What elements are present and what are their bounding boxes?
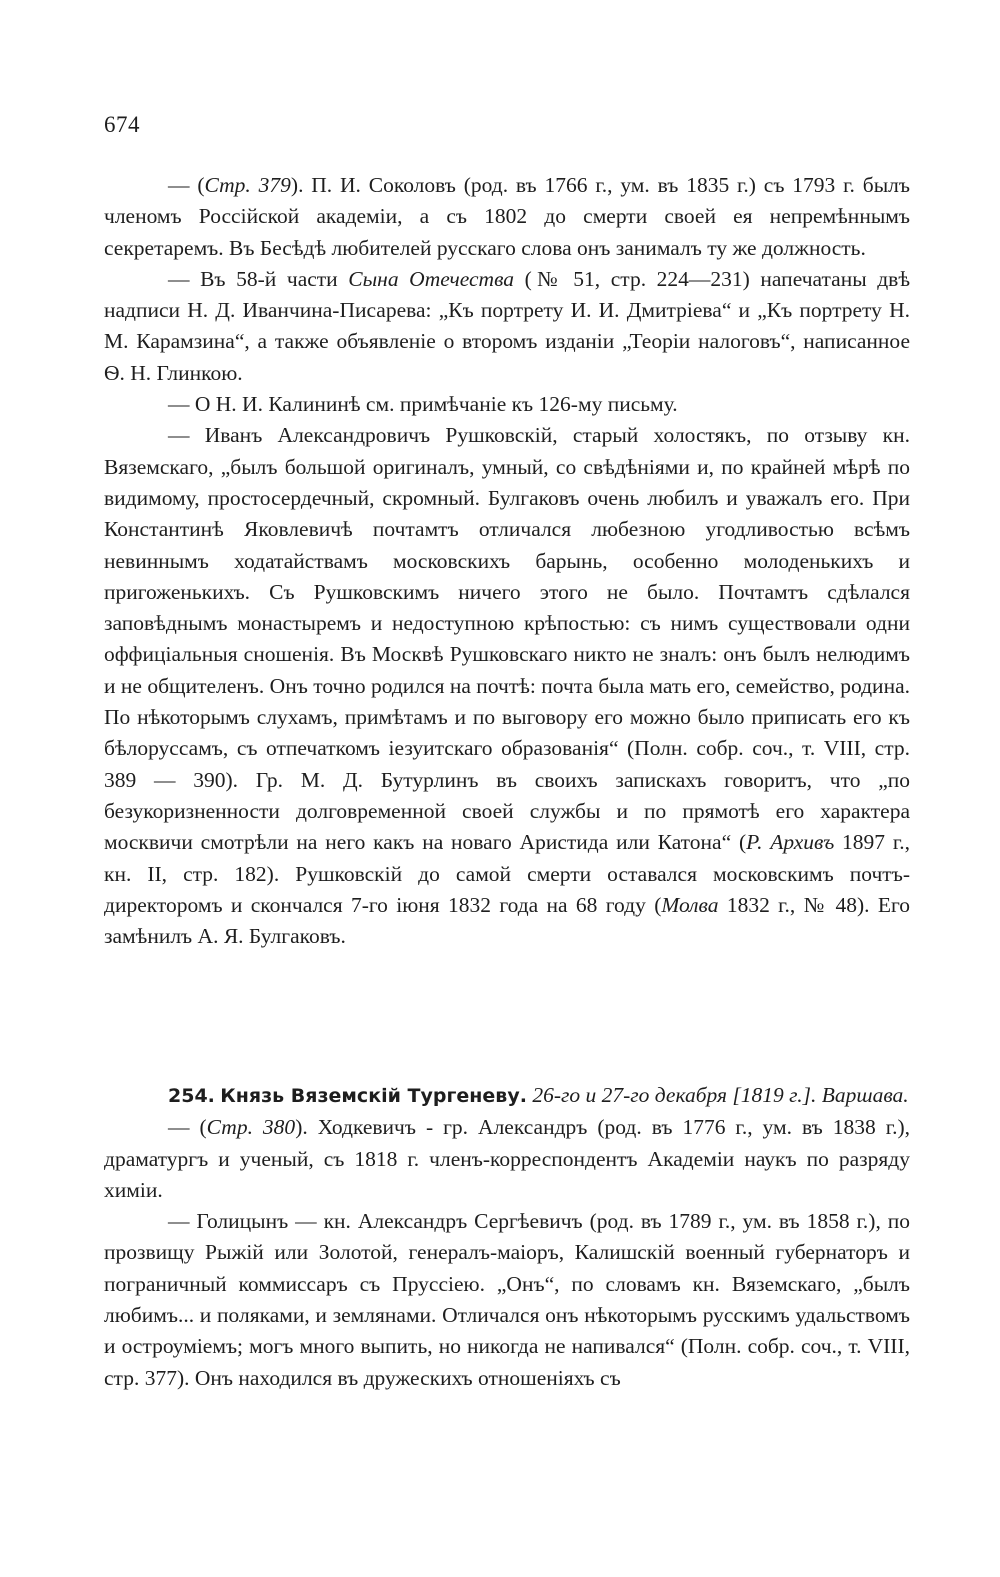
letter-title: Князь Вяземскій Тургеневу. (220, 1085, 527, 1107)
journal-title: Сына Отечества (348, 266, 515, 291)
note-text-middle: 1897 г., кн. II, стр. 182). Рушковскій до самой смерти оставался московскимъ почтъ-директоромъ и скончался 7-го іюня 1832 года на 68 году ( (104, 830, 910, 917)
note-paragraph-rushkovsky (104, 420, 910, 952)
note-text-after: 1832 г., № 48). Его замѣнилъ А. Я. Булгаковъ. (104, 892, 910, 949)
note-text: ). П. И. Соколовъ (род. въ 1766 г., ум. въ 1835 г.) съ 1793 г. былъ членомъ Россійской академіи, а съ 1802 до смерти своей ея непремѣннымъ секретаремъ. Въ Бесѣдѣ любителей русскаго слова онъ занималъ ту же должность. (104, 173, 910, 260)
note-paragraph-sokolov (104, 170, 910, 264)
note-paragraph-golitsyn (104, 1206, 910, 1394)
note-text: — О Н. И. Калининѣ см. примѣчаніе къ 126-му письму. (168, 392, 678, 417)
letter-number: 254. (168, 1085, 215, 1107)
notes-section-254 (104, 1080, 910, 1394)
note-text: ). Ходкевичъ - гр. Александръ (род. въ 1776 г., ум. въ 1838 г.), драматургъ и ученый, съ 1818 г. членъ-корреспондентъ Академіи наукъ по разряду химіи. (104, 1115, 910, 1202)
note-paragraph-syn-otechestva (104, 264, 910, 389)
journal-title: Р. Архивъ (746, 830, 835, 855)
journal-title: Молва (661, 892, 719, 917)
note-dash: — ( (168, 173, 205, 197)
page-reference: Стр. 379 (204, 173, 291, 197)
note-text-after: (№ 51, стр. 224—231) напечатаны двѣ надписи Н. Д. Иванчина-Писарева: „Къ портрету И. И. Дмитріева“ и „Къ портрету Н. М. Карамзина“, а также объявленіе о второмъ изданіи „Теоріи налоговъ“, написанное Ѳ. Н. Глинкою. (104, 266, 911, 385)
page-number: 674 (104, 112, 140, 137)
letter-year: [1819 г.]. (732, 1083, 817, 1107)
note-text-before: — Иванъ Александровичъ Рушковскій, старый холостякъ, по отзыву кн. Вяземскаго, „былъ большой оригиналъ, умный, со свѣдѣніями и, по крайней мѣрѣ по видимому, простосердечный, скромный. Булгаковъ очень любилъ и уважалъ его. При Константинѣ Яковлевичѣ почтамтъ отличался любезною угодливостью всѣмъ невиннымъ ходатайствамъ московскихъ барынь, особенно молоденькихъ и пригоженькихъ. Съ Рушковскимъ ничего этого не было. Почтамтъ сдѣлался заповѣднымъ монастыремъ и недоступною крѣпостью: съ нимъ существовали одни оффиціальныя сношенія. Въ Москвѣ Рушковскаго никто не зналъ: онъ былъ нелюдимъ и не общителенъ. Онъ точно родился на почтѣ: почта была мать его, семейство, родина. По нѣкоторымъ слухамъ, примѣтамъ и по выговору его можно было приписать его къ бѣлоруссамъ, съ отпечаткомъ іезуитскаго образованія“ (Полн. собр. соч., т. VIII, стр. 389 — 390). Гр. М. Д. Бутурлинъ въ своихъ запискахъ говоритъ, что „по безукоризненности долговременной своей службы и по прямотѣ его характера москвичи смотрѣли на него какъ на новаго Аристида или Катона“ ( (104, 423, 910, 855)
letter-place: Варшава. (821, 1083, 909, 1107)
note-paragraph-khodkevich (104, 1112, 910, 1206)
note-paragraph-kalinin (104, 389, 910, 420)
note-text: — Голицынъ — кн. Александръ Сергѣевичъ (род. въ 1789 г., ум. въ 1858 г.), по прозвищу Рыжій или Золотой, генералъ-маіоръ, Калишскій военный губернаторъ и пограничный коммиссаръ съ Пруссіею. „Онъ“, по словамъ кн. Вяземскаго, „былъ любимъ... и поляками, и землянами. Отличался онъ нѣкоторымъ русскимъ удальствомъ и остроуміемъ; могъ много выпить, но никогда не напивался“ (Полн. собр. соч., т. VIII, стр. 377). Онъ находился въ дружескихъ отношеніяхъ съ (104, 1209, 910, 1390)
letter-date: 26-го и 27-го декабря (532, 1083, 728, 1107)
note-text-before: — Въ 58-й части (168, 266, 349, 291)
letter-heading (104, 1080, 910, 1112)
page-reference: Стр. 380 (206, 1115, 296, 1140)
note-dash: — ( (168, 1115, 207, 1140)
notes-section-253 (104, 170, 910, 952)
